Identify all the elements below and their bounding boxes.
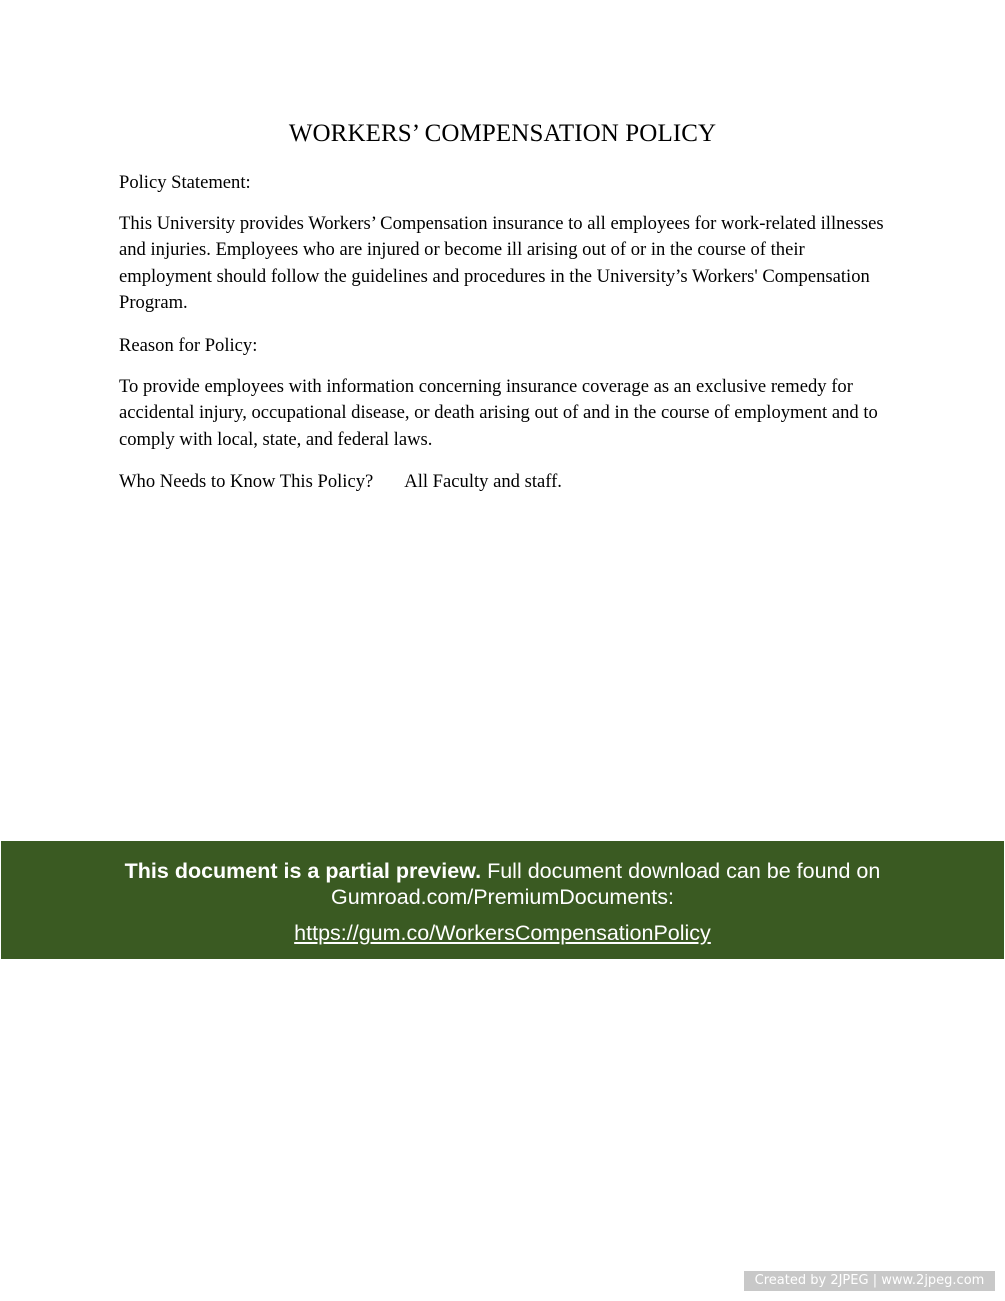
download-link[interactable]: https://gum.co/WorkersCompensationPolicy xyxy=(294,921,711,945)
who-needs-answer: All Faculty and staff. xyxy=(404,471,562,492)
banner-bold-text: This document is a partial preview. xyxy=(124,859,482,883)
who-needs-row xyxy=(119,469,889,495)
policy-statement-text: This University provides Workers’ Compensation insurance to all employees for work-related illnesses and injuries. Employees who are injured or become ill arising out of or in the course of their employment should follow the guidelines and procedures in the University’s Workers' Compensation Program. xyxy=(119,213,884,313)
preview-banner xyxy=(1,841,1004,959)
banner-text: Full document download can be found on Gumroad.com/PremiumDocuments: xyxy=(331,859,881,909)
banner-message xyxy=(1,858,1004,910)
who-needs-label: Who Needs to Know This Policy? xyxy=(119,471,374,492)
banner-link-row xyxy=(1,920,1004,946)
page-title: WORKERS’ COMPENSATION POLICY xyxy=(288,120,717,147)
watermark: Created by 2JPEG | www.2jpeg.com xyxy=(744,1271,995,1291)
reason-label: Reason for Policy: xyxy=(119,335,258,356)
policy-statement-label: Policy Statement: xyxy=(119,172,251,193)
reason-text: To provide employees with information concerning insurance coverage as an exclusive remedy for accidental injury, occupational disease, or death arising out of and in the course of employment and to comply with local, state, and federal laws. xyxy=(119,376,878,450)
